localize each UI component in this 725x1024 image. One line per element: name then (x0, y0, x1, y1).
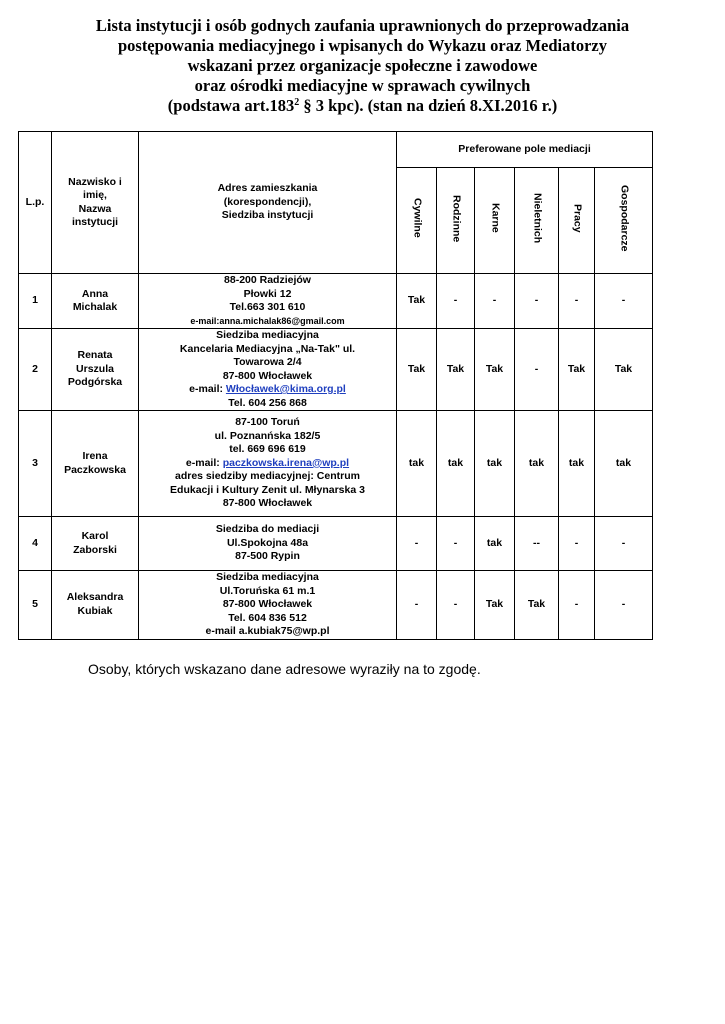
header-field-label: Rodzinne (450, 194, 463, 242)
table-row (19, 571, 653, 640)
cell-cywilne: Tak (397, 329, 437, 411)
cell-nieletnich: Tak (515, 571, 559, 640)
address-line: 87-800 Włocławek (222, 497, 313, 510)
header-field-karne (475, 168, 515, 274)
cell-pracy: - (559, 571, 595, 640)
cell-karne: Tak (475, 571, 515, 640)
cell-karne: - (475, 274, 515, 329)
row-name (52, 571, 139, 640)
row-address (139, 411, 397, 517)
table-row (19, 411, 653, 517)
cell-rodzinne: Tak (437, 329, 475, 411)
row-email (141, 457, 394, 471)
header-field-pracy (559, 168, 595, 274)
row-name (52, 274, 139, 329)
header-address-line: Siedziba instytucji (221, 209, 314, 222)
row-lp: 3 (19, 411, 52, 517)
address-line: Tel. 604 256 868 (228, 396, 307, 409)
address-line: 88-200 Radziejów (224, 274, 311, 286)
email-link[interactable]: Włocławek@kima.org.pl (225, 383, 346, 395)
header-field-label: Nieletnich (531, 193, 544, 244)
title-legal-basis: (podstawa art.183 (167, 96, 295, 115)
consent-note: Osoby, których wskazano dane adresowe wyraziły na to zgodę. (88, 661, 481, 677)
cell-rodzinne: - (437, 517, 475, 571)
header-field-cywilne (397, 168, 437, 274)
address-line: Ul.Spokojna 48a (226, 536, 309, 549)
header-name-line: Nazwa (78, 202, 112, 215)
row-name-line: Michalak (72, 301, 118, 313)
header-field-label: Pracy (571, 203, 584, 233)
cell-gospodarcze: - (595, 517, 653, 571)
cell-cywilne: Tak (397, 274, 437, 329)
title-date: § 3 kpc). (stan na dzień 8.XI.2016 r.) (299, 96, 558, 115)
address-line: 87-800 Włocławek (222, 369, 313, 382)
address-line: Tel. 604 836 512 (228, 611, 307, 624)
cell-rodzinne: - (437, 274, 475, 329)
title-superscript: 2 (294, 97, 300, 108)
header-address (139, 132, 397, 274)
cell-nieletnich: -- (515, 517, 559, 571)
table-row (19, 517, 653, 571)
cell-karne: tak (475, 517, 515, 571)
header-address-line: Adres zamieszkania (217, 182, 318, 195)
address-line: e-mail a.kubiak75@wp.pl (205, 625, 330, 637)
title-line-1: Lista instytucji i osób godnych zaufania uprawnionych do przeprowadzania (95, 16, 630, 35)
cell-pracy: tak (559, 411, 595, 517)
row-name (52, 517, 139, 571)
title-line-2: postępowania mediacyjnego i wpisanych do Wykazu oraz Mediatorzy (117, 36, 608, 55)
email-label: e-mail: (189, 383, 226, 395)
address-line: 87-800 Włocławek (222, 598, 313, 610)
email-link[interactable]: paczkowska.irena@wp.pl (222, 456, 350, 469)
row-name-line: Renata (77, 349, 113, 362)
header-field-rodzinne (437, 168, 475, 274)
cell-nieletnich: tak (515, 411, 559, 517)
row-address (139, 274, 397, 329)
row-lp: 4 (19, 517, 52, 571)
row-name-line: Irena (82, 450, 108, 462)
address-line: Siedziba do mediacji (215, 523, 320, 536)
header-name-line: instytucji (71, 216, 119, 228)
cell-pracy: - (559, 274, 595, 329)
title-line-4: oraz ośrodki mediacyjne w sprawach cywilnych (194, 76, 531, 95)
address-line: tel. 669 696 619 (229, 443, 306, 456)
row-name-line: Anna (81, 287, 109, 300)
address-line: Kancelaria Mediacyjna „Na-Tak" ul. (179, 342, 356, 355)
cell-pracy: Tak (559, 329, 595, 411)
row-address (139, 517, 397, 571)
cell-gospodarcze: Tak (595, 329, 653, 411)
row-lp: 1 (19, 274, 52, 329)
table-row (19, 274, 653, 329)
row-name (52, 411, 139, 517)
header-field-label: Gospodarcze (618, 184, 631, 252)
cell-karne: Tak (475, 329, 515, 411)
header-field-label: Cywilne (411, 198, 424, 239)
cell-cywilne: - (397, 571, 437, 640)
row-name-line: Aleksandra (66, 591, 124, 604)
address-line: Edukacji i Kultury Zenit ul. Młynarska 3 (170, 483, 365, 496)
header-lp: L.p. (19, 132, 52, 274)
address-line: Ul.Toruńska 61 m.1 (219, 584, 316, 597)
row-address (139, 571, 397, 640)
row-name (52, 329, 139, 411)
address-line: ul. Poznanńska 182/5 (214, 429, 321, 442)
row-lp: 2 (19, 329, 52, 411)
address-line: 87-100 Toruń (235, 416, 300, 429)
cell-nieletnich: - (515, 274, 559, 329)
cell-cywilne: tak (397, 411, 437, 517)
cell-pracy: - (559, 517, 595, 571)
address-line: adres siedziby mediacyjnej: Centrum (175, 470, 360, 483)
header-name-line: Nazwisko i (68, 175, 122, 188)
title-line-5 (40, 96, 685, 116)
row-name-line: Zaborski (73, 543, 117, 556)
address-line: Płowki 12 (243, 287, 292, 300)
header-name-line: imię, (83, 189, 107, 201)
cell-cywilne: - (397, 517, 437, 571)
address-line: Towarowa 2/4 (233, 356, 302, 368)
header-name (52, 132, 139, 274)
cell-gospodarcze: - (595, 571, 653, 640)
row-lp: 5 (19, 571, 52, 640)
email-label: e-mail: (185, 456, 223, 469)
row-email (141, 383, 394, 397)
row-name-line: Urszula (76, 362, 114, 375)
table-row (19, 329, 653, 411)
title-line-3: wskazani przez organizacje społeczne i zawodowe (187, 56, 538, 75)
header-field-label: Karne (489, 203, 502, 234)
header-field-gospodarcze (595, 168, 653, 274)
mediators-table (18, 131, 653, 640)
cell-gospodarcze: tak (595, 411, 653, 517)
address-line: Siedziba mediacyjna (216, 571, 319, 583)
header-address-line: (korespondencji), (223, 195, 312, 208)
header-fields-group: Preferowane pole mediacji (397, 132, 653, 168)
header-field-nieletnich (515, 168, 559, 274)
row-address (139, 329, 397, 411)
document-title (40, 16, 685, 116)
address-line: 87-500 Rypin (235, 550, 300, 563)
cell-rodzinne: - (437, 571, 475, 640)
cell-nieletnich: - (515, 329, 559, 411)
row-name-line: Karol (81, 530, 109, 542)
row-name-line: Podgórska (67, 376, 123, 389)
row-email: e-mail:anna.michalak86@gmail.com (190, 315, 345, 326)
cell-gospodarcze: - (595, 274, 653, 329)
cell-karne: tak (475, 411, 515, 517)
row-name-line: Paczkowska (64, 463, 126, 476)
address-line: Siedziba mediacyjna (216, 329, 319, 341)
address-line: Tel.663 301 610 (229, 301, 306, 313)
row-name-line: Kubiak (77, 604, 113, 617)
cell-rodzinne: tak (437, 411, 475, 517)
